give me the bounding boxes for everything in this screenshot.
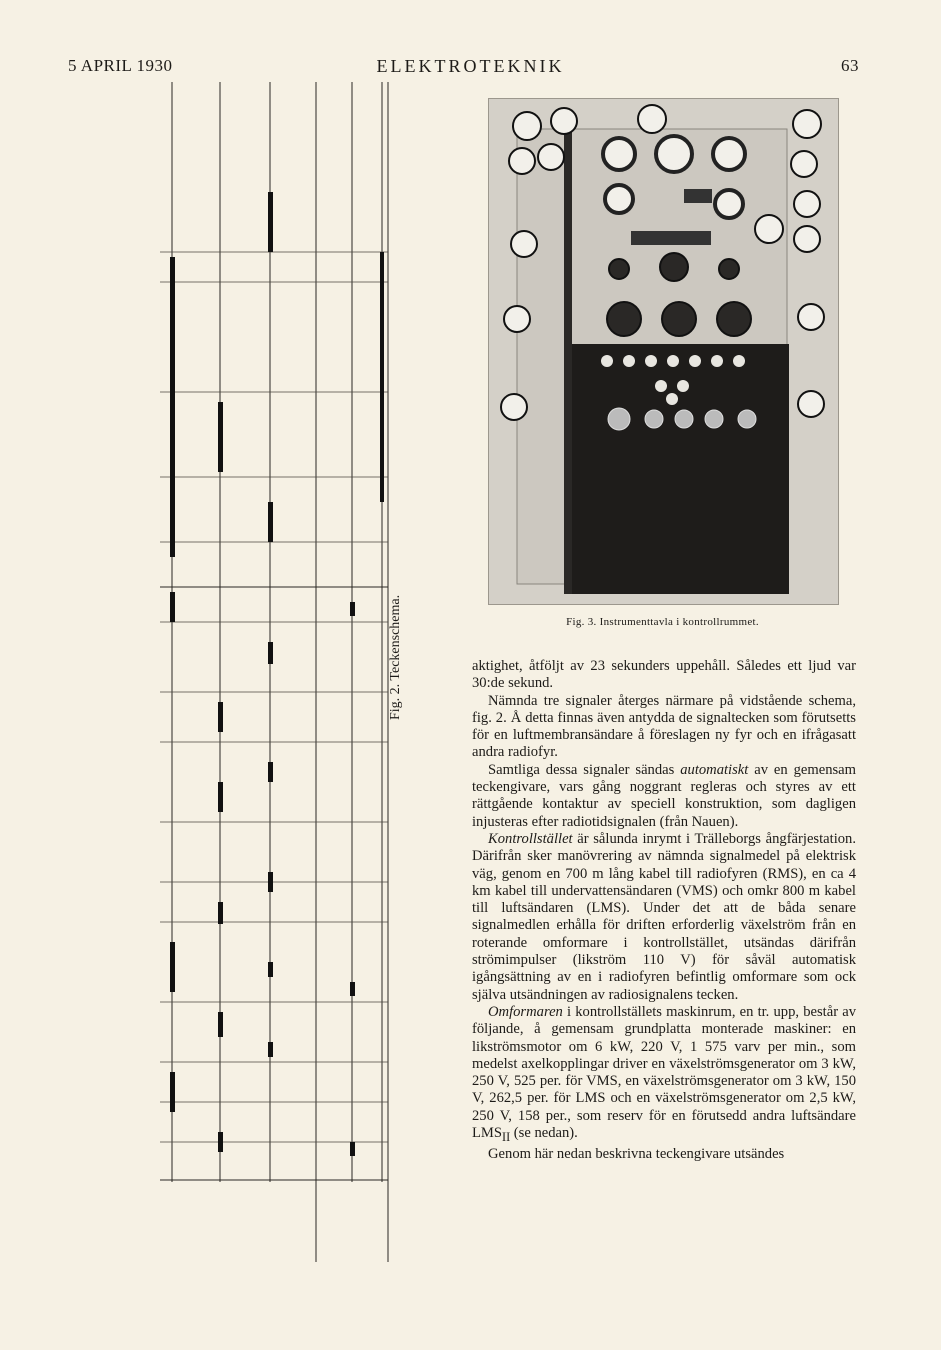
paragraph-3-start: Samtliga dessa signaler sändas xyxy=(488,761,681,778)
paragraph-5-text: i kontrollställets maskinrum, en tr. upp, består av följande, å gemensam grundplatta monterade maskiner: en likströmsmotor om 6 kW, 220 V, 1 575 varv per min., som medelst axelkopplingar driver en växelströmsgenerator om 3 kW, 250 V, 525 per. för VMS, en växelströmsgenerator om 3 kW, 150 V, 262,5 per. för LMS och en växelströmsgenerator om 2,5 kW, 250 V, 158 per., som reserv för en förutsedd andra luftsändare LMS xyxy=(472,1003,856,1142)
signal-diagram-svg xyxy=(120,82,420,1292)
paragraph-2: Nämnda tre signaler återges närmare på vidstående schema, fig. 2. Å detta finnas även antydda de signaltecken som förutsetts för en luftmembransändare å föreslagen ny fyr och en ifrågasatt andra radiofyr. xyxy=(472,692,856,761)
instrument-panel-svg xyxy=(489,99,838,604)
paragraph-5-subscript: II xyxy=(502,1129,511,1144)
header-page-number: 63 xyxy=(841,56,859,75)
paragraph-4-text: är sålunda inrymt i Trälleborgs ångfärjestation. Därifrån sker manövrering av nämnda signalmedel på elektrisk väg, genom en 700 m lång kabel till radiofyren (RMS), en ca 4 km kabel till undervattensändaren (VMS) och omkr 800 m kabel till luftsändaren (LMS). Under det att de båda senare signalmedlen erhålla för driften erforderlig växelström från en roterande omformare i kontrollstället, utsändas därifrån strömimpulser (likström 110 V) för såväl automatisk igångsättning av en i radiofyren befintlig omformare som ock själva utsändningen av radiosignalens tecken. xyxy=(472,830,856,1003)
paragraph-3 xyxy=(472,762,856,831)
paragraph-3-end: av en gemensam teckengivare, vars gång noggrant regleras och styres av ett rättgående kontaktur av speciell konstruktion, som dagligen injusteras efter radiotidsignalen (från Nauen). xyxy=(472,761,856,830)
signal-diagram xyxy=(120,82,420,1292)
paragraph-3-emphasis: automatiskt xyxy=(680,761,749,778)
header-journal: ELEKTROTEKNIK xyxy=(376,56,565,76)
header-date: 5 APRIL 1930 xyxy=(68,56,173,75)
paragraph-4-emphasis: Kontrollstället xyxy=(488,830,573,847)
article-body xyxy=(472,658,856,1164)
paragraph-5-end: (se nedan). xyxy=(510,1125,578,1142)
paragraph-6: Genom här nedan beskrivna teckengivare utsändes xyxy=(488,1146,785,1163)
paragraph-4 xyxy=(472,831,856,1004)
paragraph-1: aktighet, åtföljt av 23 sekunders uppehåll. Således ett ljud var 30:de sekund. xyxy=(472,658,856,692)
figure3-caption: Fig. 3. Instrumenttavla i kontrollrummet. xyxy=(566,616,759,628)
paragraph-5-emphasis: Omformaren xyxy=(488,1003,563,1020)
figure2-caption: Fig. 2. Teckenschema. xyxy=(388,594,403,720)
paragraph-5 xyxy=(472,1004,856,1146)
instrument-panel-photo xyxy=(488,98,839,605)
